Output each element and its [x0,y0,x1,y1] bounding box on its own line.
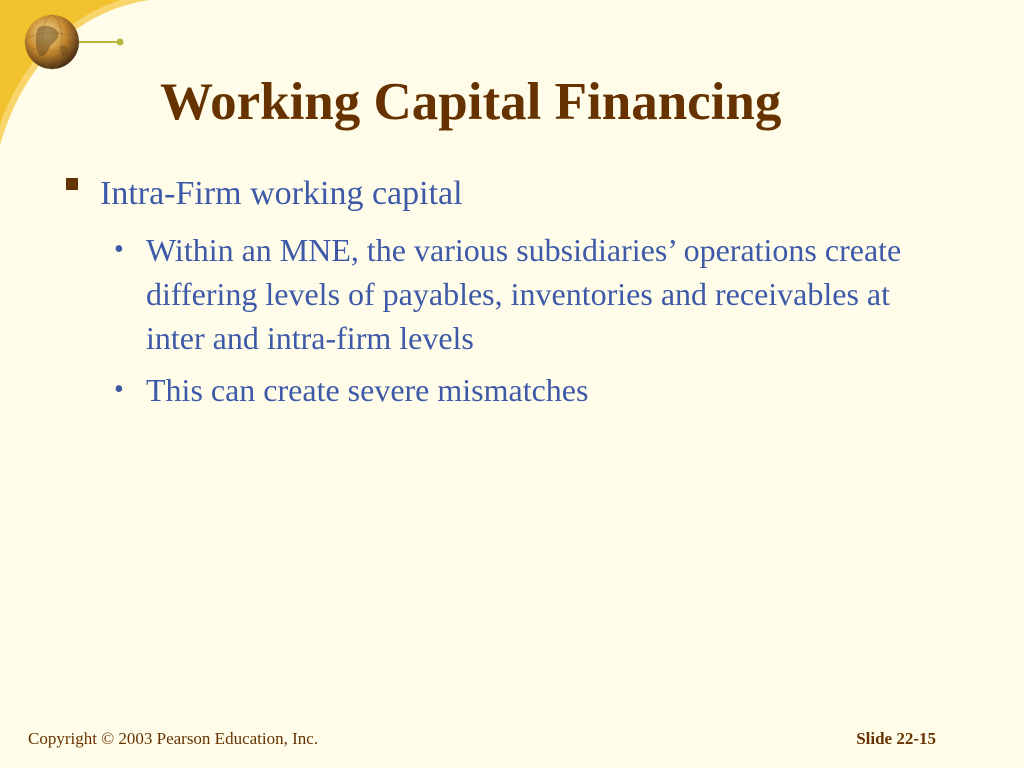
square-bullet-icon [66,178,78,190]
globe-icon [24,12,128,72]
dot-bullet-icon: • [114,374,124,405]
footer-slide-number: Slide 22-15 [856,729,936,748]
sub-bullet-subsidiaries-operations: Within an MNE, the various subsidiaries’ operations create differing levels of payables, inventories and receivables at inter and intra-firm levels [146,232,902,356]
slide-title: Working Capital Financing [160,73,782,131]
footer-copyright: Copyright © 2003 Pearson Education, Inc. [28,729,319,748]
sub-bullet-severe-mismatches: This can create severe mismatches [146,372,589,408]
bullet-intra-firm-working-capital: Intra-Firm working capital [100,175,463,212]
dot-bullet-icon: • [114,234,124,265]
